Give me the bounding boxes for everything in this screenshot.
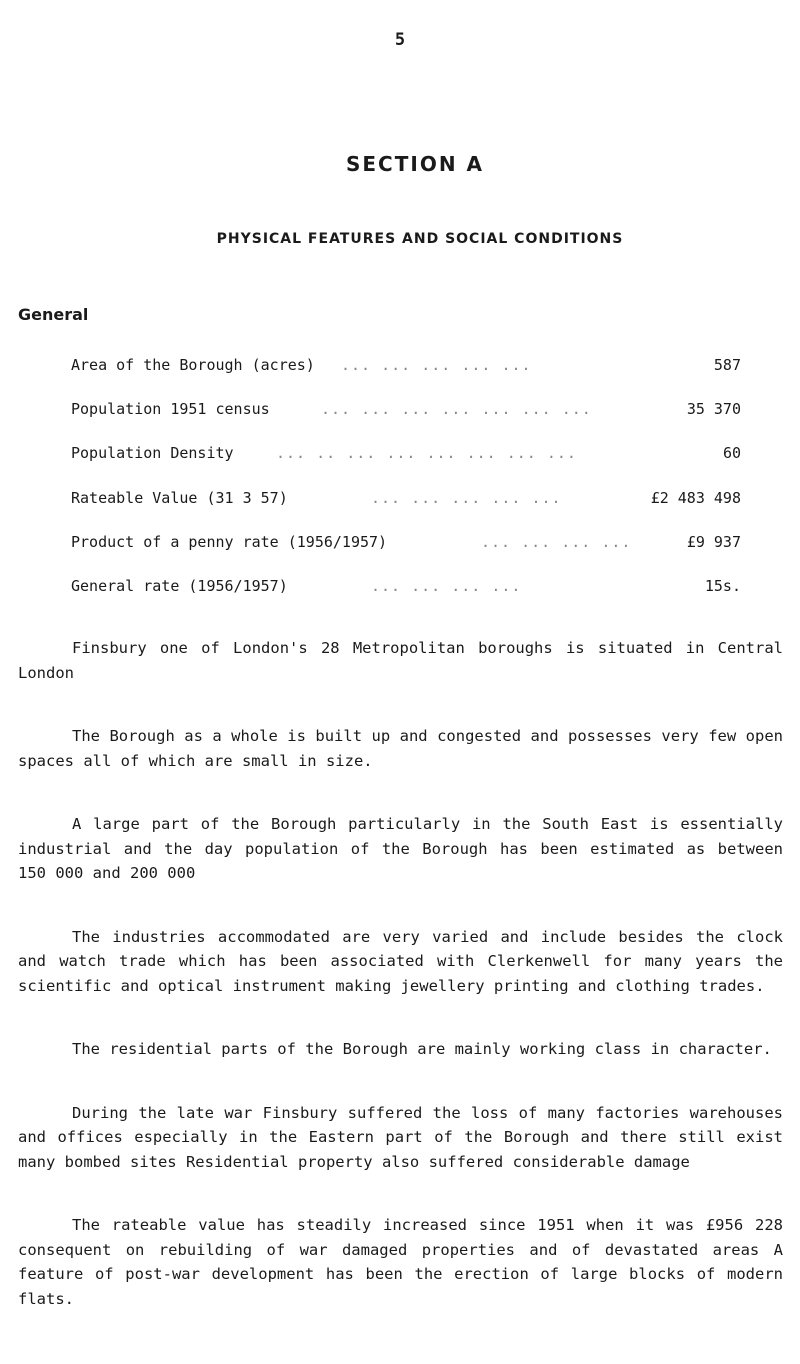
statistics-list [71,356,741,621]
section-subtitle: PHYSICAL FEATURES AND SOCIAL CONDITIONS [216,231,624,247]
paragraph [18,925,783,999]
body-text [18,636,783,1350]
stat-row-penny-rate [71,533,741,577]
leader-dots: ... ... ... ... ... [341,356,532,374]
stat-row-area [71,356,741,400]
page-number: 5 [394,30,406,50]
section-title: SECTION A [345,152,484,176]
stat-label: General rate (1956/1957) [71,576,288,595]
paragraph [18,1101,783,1175]
stat-label: Area of the Borough (acres) [71,356,315,374]
leader-dots: ... ... ... ... [481,532,632,551]
paragraph [18,1213,783,1311]
stat-row-rateable-value [71,489,741,533]
paragraph-text: The industries accommodated are very varied and include besides the clock and watch trade which has been associated with Clerkenwell for many years the scientific and optical instrument making jewellery printing and clothing trades. [18,927,783,995]
paragraph [18,724,783,773]
stat-label: Rateable Value (31 3 57) [71,488,288,507]
stat-row-population [71,400,741,444]
stat-row-density [71,444,741,488]
leader-dots: ... ... ... ... ... [371,488,562,507]
paragraph-text: The Borough as a whole is built up and congested and possesses very few open spaces all of which are small in size. [18,727,783,770]
stat-value: £2 483 498 [650,488,741,507]
paragraph [18,636,783,685]
stat-value: 15s. [704,576,741,595]
general-heading: General [18,305,89,324]
stat-value: £9 937 [686,532,741,551]
stat-label: Product of a penny rate (1956/1957) [71,532,388,551]
stat-value: 60 [722,444,741,463]
stat-value: 587 [713,356,741,374]
paragraph-text: Finsbury one of London's 28 Metropolitan boroughs is situated in Central London [18,639,783,682]
leader-dots: ... ... ... ... [371,576,522,595]
stat-value: 35 370 [686,400,741,419]
stat-label: Population Density [71,444,234,463]
paragraph-text: A large part of the Borough particularly in the South East is essentially industrial and the day population of the Borough has been estimated as between 150 000 and 200 000 [18,815,783,882]
paragraph [18,1037,783,1062]
paragraph [18,812,783,886]
stat-label: Population 1951 census [71,400,270,419]
leader-dots: ... .. ... ... ... ... ... ... [276,444,577,463]
stat-row-general-rate [71,577,741,621]
paragraph-text: The rateable value has steadily increased since 1951 when it was £956 228 consequent on rebuilding of war damaged properties and of devastated areas A feature of post-war development has been the erection of large blocks of modern flats. [18,1216,783,1308]
paragraph-text: The residential parts of the Borough are mainly working class in character. [72,1040,772,1058]
paragraph-text: During the late war Finsbury suffered the loss of many factories warehouses and offices especially in the Eastern part of the Borough and there still exist many bombed sites Residential property also suffered considerable damage [18,1103,783,1171]
leader-dots: ... ... ... ... ... ... ... [321,400,592,419]
